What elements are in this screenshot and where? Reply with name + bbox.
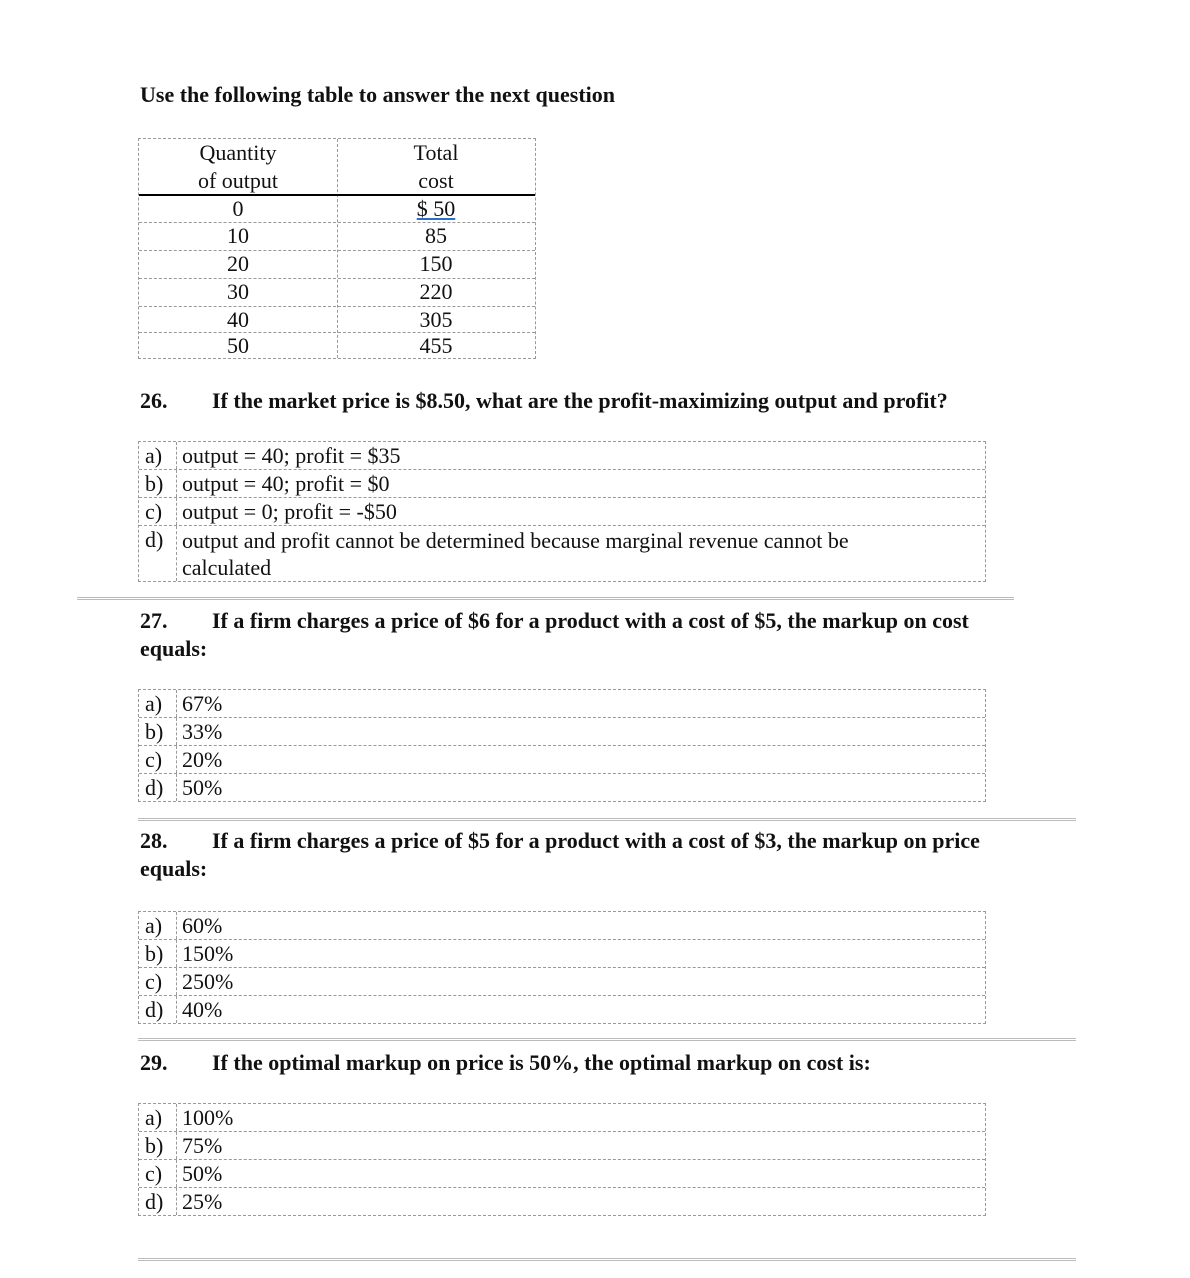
option-c[interactable]: c) 50% (139, 1159, 985, 1187)
question-number: 26. (140, 388, 168, 413)
header-quantity: Quantity of output (197, 140, 279, 193)
option-a[interactable]: a) output = 40; profit = $35 (145, 443, 401, 468)
header-total-cost: Total cost (413, 140, 459, 193)
option-b[interactable]: b) 33% (139, 717, 985, 745)
question-text: If the optimal markup on price is 50%, the optimal markup on cost is: (212, 1050, 871, 1075)
question-text: If the market price is $8.50, what are the profit-maximizing output and profit? (212, 388, 948, 413)
question-text-continued: equals: (140, 856, 208, 881)
option-b[interactable]: b) output = 40; profit = $0 (139, 469, 985, 497)
question-number: 29. (140, 1050, 168, 1075)
options-29 (138, 1103, 986, 1216)
option-d[interactable]: d) output and profit cannot be determined because marginal revenue cannot be calculated (139, 525, 985, 581)
question-text-continued: equals: (140, 636, 208, 661)
option-b[interactable]: b) 150% (139, 939, 985, 967)
question-text: If a firm charges a price of $6 for a product with a cost of $5, the markup on cost (212, 608, 969, 633)
option-a[interactable]: a) 67% (145, 691, 223, 716)
option-c[interactable]: c) 250% (139, 967, 985, 995)
option-d[interactable]: d) 50% (139, 773, 985, 801)
section-divider (77, 597, 1014, 600)
section-divider (138, 1038, 1076, 1041)
option-a[interactable]: a) 60% (145, 913, 223, 938)
option-c[interactable]: c) output = 0; profit = -$50 (139, 497, 985, 525)
option-d[interactable]: d) 25% (139, 1187, 985, 1215)
option-d[interactable]: d) 40% (139, 995, 985, 1023)
option-c[interactable]: c) 20% (139, 745, 985, 773)
section-divider (138, 818, 1076, 821)
options-28 (138, 911, 986, 1024)
question-number: 28. (140, 828, 168, 853)
question-number: 27. (140, 608, 168, 633)
cost-table: Quantity of output Total cost 0 $ 50 10 85 20 150 30 220 40 305 50 455 (138, 138, 536, 359)
options-27 (138, 689, 986, 802)
options-26 (138, 441, 986, 582)
section-divider (138, 1258, 1076, 1261)
option-b[interactable]: b) 75% (139, 1131, 985, 1159)
question-text: If a firm charges a price of $5 for a product with a cost of $3, the markup on price (212, 828, 980, 853)
instruction-heading: Use the following table to answer the next question (140, 82, 616, 107)
option-a[interactable]: a) 100% (145, 1105, 234, 1130)
